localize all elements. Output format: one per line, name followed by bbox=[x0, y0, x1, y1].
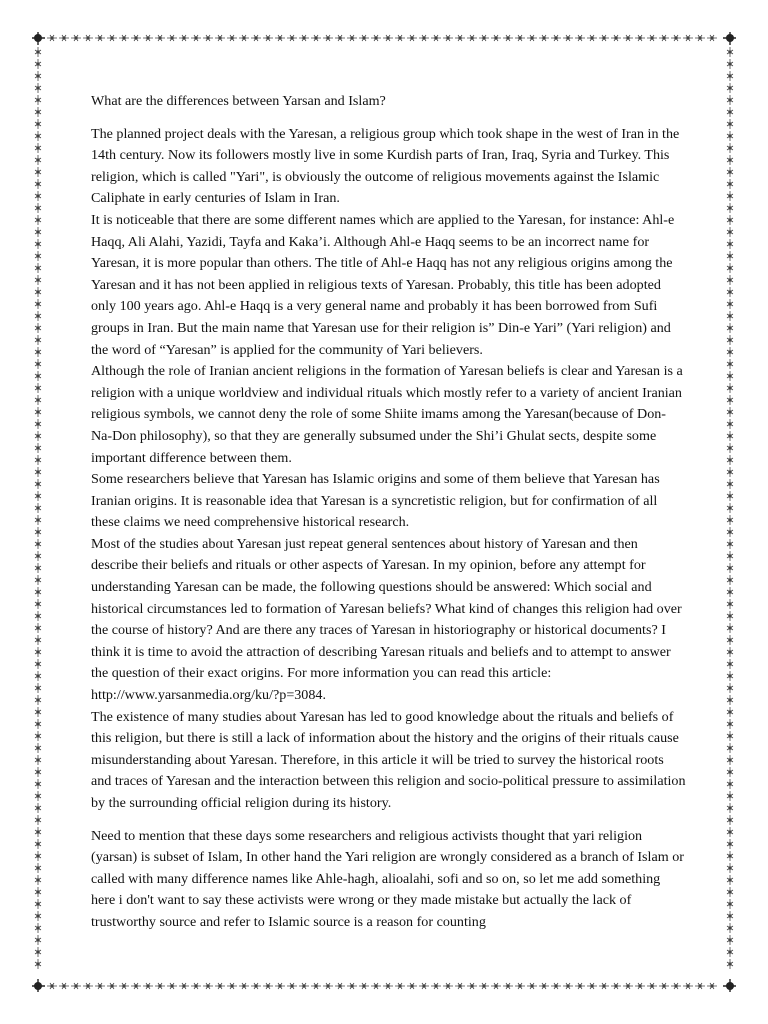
border-motif bbox=[431, 983, 441, 989]
border-motif bbox=[727, 635, 733, 645]
border-motif bbox=[563, 983, 573, 989]
border-motif bbox=[707, 35, 717, 41]
border-motif bbox=[727, 95, 733, 105]
border-motif bbox=[727, 467, 733, 477]
border-motif bbox=[727, 455, 733, 465]
border-motif bbox=[35, 851, 41, 861]
border-motif bbox=[35, 275, 41, 285]
border-corner-ornament bbox=[32, 32, 45, 45]
border-motif bbox=[35, 503, 41, 513]
border-motif bbox=[35, 911, 41, 921]
border-motif bbox=[167, 983, 177, 989]
border-motif bbox=[287, 35, 297, 41]
border-motif bbox=[35, 815, 41, 825]
border-motif bbox=[467, 983, 477, 989]
border-motif bbox=[455, 983, 465, 989]
border-motif bbox=[727, 611, 733, 621]
border-motif bbox=[239, 35, 249, 41]
border-motif bbox=[287, 983, 297, 989]
border-motif bbox=[467, 35, 477, 41]
border-motif bbox=[727, 587, 733, 597]
border-motif bbox=[383, 35, 393, 41]
border-motif bbox=[727, 311, 733, 321]
border-motif bbox=[455, 35, 465, 41]
border-motif bbox=[35, 539, 41, 549]
border-motif bbox=[707, 983, 717, 989]
border-motif bbox=[515, 983, 525, 989]
border-motif bbox=[35, 323, 41, 333]
border-motif bbox=[251, 35, 261, 41]
border-motif bbox=[35, 167, 41, 177]
border-motif bbox=[491, 983, 501, 989]
border-motif bbox=[155, 983, 165, 989]
border-motif bbox=[647, 35, 657, 41]
border-motif bbox=[35, 875, 41, 885]
border-motif bbox=[727, 47, 733, 57]
border-motif bbox=[623, 983, 633, 989]
border-motif bbox=[727, 887, 733, 897]
border-motif bbox=[359, 35, 369, 41]
border-motif bbox=[727, 623, 733, 633]
border-motif bbox=[727, 515, 733, 525]
border-motif bbox=[299, 983, 309, 989]
border-motif bbox=[727, 119, 733, 129]
border-motif bbox=[599, 35, 609, 41]
border-motif bbox=[107, 983, 117, 989]
border-motif bbox=[727, 395, 733, 405]
border-motif bbox=[727, 251, 733, 261]
border-motif bbox=[727, 275, 733, 285]
border-motif bbox=[635, 35, 645, 41]
border-motif bbox=[167, 35, 177, 41]
border-motif bbox=[35, 551, 41, 561]
border-motif bbox=[727, 731, 733, 741]
border-motif bbox=[727, 551, 733, 561]
border-motif bbox=[35, 71, 41, 81]
border-motif bbox=[727, 443, 733, 453]
border-motif bbox=[551, 35, 561, 41]
border-motif bbox=[179, 983, 189, 989]
border-motif bbox=[35, 587, 41, 597]
border-motif bbox=[695, 983, 705, 989]
border-motif bbox=[35, 227, 41, 237]
border-motif bbox=[407, 35, 417, 41]
border-motif bbox=[35, 83, 41, 93]
border-motif bbox=[35, 383, 41, 393]
border-motif bbox=[35, 719, 41, 729]
border-motif bbox=[119, 983, 129, 989]
border-motif bbox=[727, 959, 733, 969]
border-motif bbox=[203, 35, 213, 41]
border-motif bbox=[35, 395, 41, 405]
border-motif bbox=[727, 503, 733, 513]
border-motif bbox=[383, 983, 393, 989]
border-motif bbox=[551, 983, 561, 989]
border-motif bbox=[727, 323, 733, 333]
paragraph-5: Most of the studies about Yaresan just repeat general sentences about history of Yaresan and then describe their beliefs and rituals or other aspects of Yaresan. In my opinion, before any attempt for understanding Yaresan can be made, the following questions should be answered: Which social and historical circumstances led to formation of Yaresan beliefs? What kind of changes this religion had over the course of history? And are there any traces of Yaresan in historiography or historical documents? I think it is time to avoid the attraction of describing Yaresan rituals and beliefs and to attempt to answer the question of their exact origins. For more information you can read this article: http://www.yarsanmedia.org/ku/?p=3084. bbox=[91, 535, 682, 704]
border-motif bbox=[727, 419, 733, 429]
border-motif bbox=[35, 923, 41, 933]
border-motif bbox=[727, 203, 733, 213]
border-motif bbox=[407, 983, 417, 989]
paragraph-7: Need to mention that these days some researchers and religious activists thought that yari religion (yarsan) is subset of Islam, In other hand the Yari religion are wrongly considered as a branch of Islam or called with many difference names like Ahle-hagh, alioalahi, sofi and so on, so let me add something here i don't want to say these activists were wrong or they made mistake but actually the lack of trustworthy source and refer to Islamic source is a reason for counting bbox=[91, 827, 684, 930]
border-motif bbox=[131, 35, 141, 41]
border-motif bbox=[491, 35, 501, 41]
border-motif bbox=[727, 191, 733, 201]
border-motif bbox=[83, 983, 93, 989]
border-motif bbox=[727, 875, 733, 885]
border-motif bbox=[143, 983, 153, 989]
border-motif bbox=[35, 335, 41, 345]
border-motif bbox=[671, 983, 681, 989]
border-motif bbox=[215, 35, 225, 41]
border-motif bbox=[727, 539, 733, 549]
border-motif bbox=[727, 431, 733, 441]
border-motif bbox=[35, 515, 41, 525]
border-motif bbox=[239, 983, 249, 989]
border-motif bbox=[119, 35, 129, 41]
border-motif bbox=[35, 263, 41, 273]
border-motif bbox=[727, 107, 733, 117]
border-motif bbox=[727, 491, 733, 501]
border-motif bbox=[35, 707, 41, 717]
border-motif bbox=[503, 35, 513, 41]
border-motif bbox=[727, 803, 733, 813]
border-motif bbox=[575, 983, 585, 989]
border-motif bbox=[659, 983, 669, 989]
border-motif bbox=[35, 431, 41, 441]
border-motif bbox=[35, 479, 41, 489]
border-motif bbox=[727, 947, 733, 957]
border-motif bbox=[35, 527, 41, 537]
border-motif bbox=[47, 983, 57, 989]
border-motif bbox=[35, 647, 41, 657]
border-motif bbox=[727, 359, 733, 369]
border-motif bbox=[727, 179, 733, 189]
border-motif bbox=[727, 215, 733, 225]
border-motif bbox=[727, 815, 733, 825]
border-motif bbox=[479, 983, 489, 989]
border-motif bbox=[143, 35, 153, 41]
border-motif bbox=[599, 983, 609, 989]
border-motif bbox=[727, 755, 733, 765]
border-motif bbox=[683, 35, 693, 41]
border-motif bbox=[727, 863, 733, 873]
border-motif bbox=[727, 911, 733, 921]
border-motif bbox=[35, 599, 41, 609]
border-motif bbox=[35, 239, 41, 249]
border-motif bbox=[71, 983, 81, 989]
border-motif bbox=[35, 455, 41, 465]
border-motif bbox=[727, 851, 733, 861]
border-motif bbox=[35, 131, 41, 141]
border-motif bbox=[275, 35, 285, 41]
border-motif bbox=[611, 35, 621, 41]
border-motif bbox=[479, 35, 489, 41]
border-motif bbox=[35, 827, 41, 837]
border-motif bbox=[35, 695, 41, 705]
border-motif bbox=[431, 35, 441, 41]
border-motif bbox=[35, 959, 41, 969]
border-motif bbox=[371, 983, 381, 989]
border-motif bbox=[727, 155, 733, 165]
border-motif bbox=[83, 35, 93, 41]
border-motif bbox=[727, 839, 733, 849]
border-motif bbox=[395, 35, 405, 41]
border-motif bbox=[347, 983, 357, 989]
border-motif bbox=[587, 35, 597, 41]
border-motif bbox=[727, 347, 733, 357]
border-motif bbox=[107, 35, 117, 41]
border-motif bbox=[35, 743, 41, 753]
border-motif bbox=[727, 563, 733, 573]
border-motif bbox=[35, 407, 41, 417]
border-motif bbox=[515, 35, 525, 41]
border-motif bbox=[35, 791, 41, 801]
border-motif bbox=[727, 899, 733, 909]
border-motif bbox=[727, 779, 733, 789]
border-corner-ornament bbox=[723, 32, 736, 45]
border-motif bbox=[323, 35, 333, 41]
border-motif bbox=[671, 35, 681, 41]
border-motif bbox=[35, 95, 41, 105]
border-motif bbox=[35, 191, 41, 201]
border-motif bbox=[371, 35, 381, 41]
border-motif bbox=[727, 743, 733, 753]
border-motif bbox=[727, 143, 733, 153]
border-motif bbox=[35, 611, 41, 621]
border-motif bbox=[727, 707, 733, 717]
border-motif bbox=[35, 155, 41, 165]
border-motif bbox=[179, 35, 189, 41]
border-motif bbox=[35, 839, 41, 849]
border-motif bbox=[503, 983, 513, 989]
border-motif bbox=[727, 287, 733, 297]
paragraph-1: The planned project deals with the Yaresan, a religious group which took shape in the west of Iran in the 14th century. Now its followers mostly live in some Kurdish parts of Iran, Iraq, Syria and Turkey. This religion, which is called "Yari", is obviously the outcome of religious movements against the Islamic Caliphate in early centuries of Islam in Iran. bbox=[91, 125, 680, 207]
border-motif bbox=[35, 347, 41, 357]
border-motif bbox=[727, 695, 733, 705]
border-motif bbox=[727, 407, 733, 417]
border-motif bbox=[35, 215, 41, 225]
border-motif bbox=[35, 683, 41, 693]
border-motif bbox=[35, 287, 41, 297]
border-motif bbox=[251, 983, 261, 989]
border-motif bbox=[727, 131, 733, 141]
border-motif bbox=[299, 35, 309, 41]
border-motif bbox=[727, 239, 733, 249]
border-motif bbox=[563, 35, 573, 41]
border-motif bbox=[623, 35, 633, 41]
border-motif bbox=[683, 983, 693, 989]
border-motif bbox=[727, 263, 733, 273]
paragraph-2: It is noticeable that there are some different names which are applied to the Yaresan, for instance: Ahl-e Haqq, Ali Alahi, Yazidi, Tayfa and Kaka’i. Although Ahl-e Haqq seems to be an incorrect name for Yaresan, it is more popular than others. The title of Ahl-e Haqq has not any religious origins among the Yaresan and it has not been applied in religious texts of Yaresan. Probably, this title has been adopted only 100 years ago. Ahl-e Haqq is a very general name and probably it has been borrowed from Sufi groups in Iran. But the main name that Yaresan use for their religion is” Din-e Yari” (Yari religion) and the word of “Yaresan” is applied for the community of Yari believers. bbox=[91, 211, 675, 358]
border-motif bbox=[35, 755, 41, 765]
border-corner-ornament bbox=[32, 979, 45, 992]
border-motif bbox=[311, 35, 321, 41]
border-motif bbox=[635, 983, 645, 989]
document-body bbox=[91, 91, 687, 934]
border-motif bbox=[727, 167, 733, 177]
border-motif bbox=[35, 659, 41, 669]
border-motif bbox=[647, 983, 657, 989]
border-motif bbox=[35, 59, 41, 69]
border-motif bbox=[727, 371, 733, 381]
border-motif bbox=[727, 671, 733, 681]
border-motif bbox=[35, 179, 41, 189]
border-motif bbox=[727, 683, 733, 693]
border-motif bbox=[527, 983, 537, 989]
border-motif bbox=[35, 671, 41, 681]
border-motif bbox=[95, 35, 105, 41]
border-motif bbox=[35, 635, 41, 645]
border-motif bbox=[35, 731, 41, 741]
border-motif bbox=[727, 71, 733, 81]
border-motif bbox=[35, 563, 41, 573]
border-motif bbox=[35, 887, 41, 897]
border-motif bbox=[35, 467, 41, 477]
border-motif bbox=[35, 203, 41, 213]
border-motif bbox=[727, 575, 733, 585]
border-motif bbox=[227, 35, 237, 41]
border-motif bbox=[191, 983, 201, 989]
border-motif bbox=[727, 719, 733, 729]
border-motif bbox=[611, 983, 621, 989]
border-motif bbox=[727, 923, 733, 933]
border-motif bbox=[695, 35, 705, 41]
border-motif bbox=[35, 947, 41, 957]
border-motif bbox=[727, 827, 733, 837]
border-motif bbox=[35, 803, 41, 813]
border-motif bbox=[263, 983, 273, 989]
border-motif bbox=[335, 35, 345, 41]
border-motif bbox=[35, 251, 41, 261]
border-motif bbox=[419, 983, 429, 989]
border-motif bbox=[35, 443, 41, 453]
border-motif bbox=[727, 935, 733, 945]
border-motif bbox=[335, 983, 345, 989]
border-motif bbox=[35, 143, 41, 153]
border-motif bbox=[727, 227, 733, 237]
border-motif bbox=[59, 983, 69, 989]
border-motif bbox=[35, 779, 41, 789]
border-motif bbox=[35, 935, 41, 945]
border-motif bbox=[35, 119, 41, 129]
border-motif bbox=[35, 419, 41, 429]
border-motif bbox=[659, 35, 669, 41]
border-motif bbox=[35, 359, 41, 369]
border-motif bbox=[727, 383, 733, 393]
border-motif bbox=[727, 83, 733, 93]
border-motif bbox=[727, 767, 733, 777]
border-motif bbox=[587, 983, 597, 989]
border-motif bbox=[727, 59, 733, 69]
border-motif bbox=[727, 659, 733, 669]
border-motif bbox=[35, 863, 41, 873]
border-motif bbox=[131, 983, 141, 989]
border-motif bbox=[35, 767, 41, 777]
border-motif bbox=[155, 35, 165, 41]
border-motif bbox=[323, 983, 333, 989]
border-motif bbox=[35, 47, 41, 57]
border-motif bbox=[395, 983, 405, 989]
border-motif bbox=[47, 35, 57, 41]
border-motif bbox=[35, 623, 41, 633]
border-motif bbox=[727, 647, 733, 657]
border-motif bbox=[727, 599, 733, 609]
border-motif bbox=[275, 983, 285, 989]
border-motif bbox=[359, 983, 369, 989]
border-motif bbox=[35, 899, 41, 909]
border-motif bbox=[527, 35, 537, 41]
border-motif bbox=[59, 35, 69, 41]
border-motif bbox=[35, 491, 41, 501]
border-motif bbox=[35, 299, 41, 309]
border-motif bbox=[191, 35, 201, 41]
paragraph-6: The existence of many studies about Yaresan has led to good knowledge about the rituals and beliefs of this religion, but there is still a lack of information about the history and the origins of their rituals cause misunderstanding about Yaresan. Therefore, in this article it will be tried to survey the historical roots and traces of Yaresan and the interaction between this religion and socio-political pressure to assimilation by the surrounding official religion during its history. bbox=[91, 708, 686, 811]
border-motif bbox=[727, 791, 733, 801]
border-motif bbox=[419, 35, 429, 41]
border-motif bbox=[311, 983, 321, 989]
border-motif bbox=[35, 107, 41, 117]
border-motif bbox=[203, 983, 213, 989]
border-motif bbox=[35, 311, 41, 321]
border-motif bbox=[347, 35, 357, 41]
border-motif bbox=[443, 983, 453, 989]
paragraph-4: Some researchers believe that Yaresan has Islamic origins and some of them believe that Yaresan has Iranian origins. It is reasonable idea that Yaresan is a syncretistic religion, but for confirmation of all these claims we need comprehensive historical research. bbox=[91, 471, 660, 531]
border-motif bbox=[35, 575, 41, 585]
border-motif bbox=[727, 479, 733, 489]
border-motif bbox=[539, 983, 549, 989]
border-motif bbox=[727, 335, 733, 345]
border-motif bbox=[215, 983, 225, 989]
border-motif bbox=[443, 35, 453, 41]
paragraph-3: Although the role of Iranian ancient religions in the formation of Yaresan beliefs is clear and Yaresan is a religion with a unique worldview and individual rituals which mostly refer to a variety of ancient Iranian religious symbols, we cannot deny the role of some Shiite imams among the Yaresan(because of Don-Na-Don philosophy), so that they are generally subsumed under the Shi’i Ghulat sects, despite some important difference between them. bbox=[91, 363, 683, 466]
document-title: What are the differences between Yarsan and Islam? bbox=[91, 93, 386, 109]
border-corner-ornament bbox=[723, 979, 736, 992]
border-motif bbox=[263, 35, 273, 41]
border-motif bbox=[727, 527, 733, 537]
border-motif bbox=[539, 35, 549, 41]
border-motif bbox=[71, 35, 81, 41]
border-motif bbox=[35, 371, 41, 381]
border-motif bbox=[95, 983, 105, 989]
border-motif bbox=[727, 299, 733, 309]
border-motif bbox=[227, 983, 237, 989]
border-motif bbox=[575, 35, 585, 41]
